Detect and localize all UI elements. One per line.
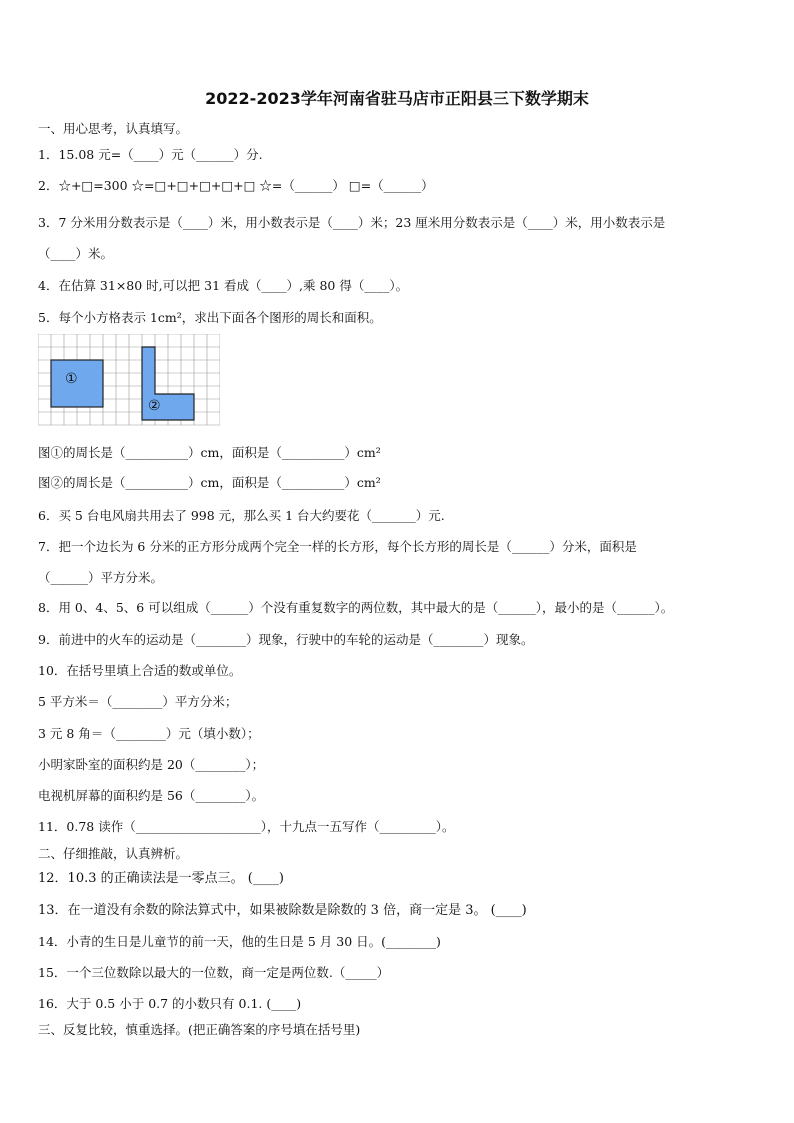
- question-10-item-3: 小明家卧室的面积约是 20（________）；: [38, 757, 265, 772]
- question-13: 13．在一道没有余数的除法算式中，如果被除数是除数的 3 倍，商一定是 3。 (____): [38, 903, 527, 918]
- question-11: 11．0.78 读作（____________________），十九点一五写作（_________）。: [38, 819, 455, 834]
- section-heading-3: 三、反复比较，慎重选择。(把正确答案的序号填在括号里): [38, 1022, 361, 1037]
- question-3-cont: （____）米。: [38, 246, 114, 261]
- question-5-answer-2: 图②的周长是（__________）cm，面积是（__________）cm²: [38, 475, 381, 490]
- question-6: 6．买 5 台电风扇共用去了 998 元，那么买 1 台大约要花（_______）元.: [38, 508, 445, 523]
- question-4: 4．在估算 31×80 时,可以把 31 看成（____）,乘 80 得（____）。: [38, 278, 409, 293]
- question-14: 14．小青的生日是儿童节的前一天，他的生日是 5 月 30 日。(________): [38, 934, 441, 949]
- grid-figure: [38, 334, 220, 434]
- question-3: 3．7 分米用分数表示是（____）米，用小数表示是（____）米；23 厘米用分数表示是（____）米，用小数表示是: [38, 215, 666, 230]
- question-10-item-2: 3 元 8 角＝（________）元（填小数）；: [38, 726, 260, 741]
- question-16: 16．大于 0.5 小于 0.7 的小数只有 0.1. (____): [38, 996, 302, 1011]
- page-title: 2022-2023学年河南省驻马店市正阳县三下数学期末: [205, 89, 589, 108]
- question-8: 8．用 0、4、5、6 可以组成（______）个没有重复数字的两位数，其中最大的是（______），最小的是（______）。: [38, 600, 674, 615]
- question-12: 12．10.3 的正确读法是一零点三。 (____): [38, 871, 284, 886]
- question-5: 5．每个小方格表示 1cm²，求出下面各个图形的周长和面积。: [38, 310, 382, 325]
- question-7-cont: （______）平方分米。: [38, 570, 164, 585]
- question-10-item-4: 电视机屏幕的面积约是 56（________）。: [38, 788, 265, 803]
- question-9: 9．前进中的火车的运动是（________）现象，行驶中的车轮的运动是（________）现象。: [38, 632, 534, 647]
- question-2: 2．☆+□=300 ☆=□+□+□+□+□ ☆=（______） □=（______）: [38, 178, 434, 193]
- question-10: 10．在括号里填上合适的数或单位。: [38, 663, 242, 678]
- question-7: 7．把一个边长为 6 分米的正方形分成两个完全一样的长方形，每个长方形的周长是（______）分米，面积是: [38, 539, 637, 554]
- question-1: 1．15.08 元=（____）元（______）分.: [38, 147, 263, 162]
- question-5-answer-1: 图①的周长是（__________）cm，面积是（__________）cm²: [38, 445, 381, 460]
- question-15: 15．一个三位数除以最大的一位数，商一定是两位数.（_____）: [38, 965, 390, 980]
- shape-2-label: ②: [148, 398, 161, 414]
- section-heading-1: 一、用心思考，认真填写。: [38, 121, 189, 136]
- question-10-item-1: 5 平方米＝（________）平方分米；: [38, 694, 238, 709]
- section-heading-2: 二、仔细推敲，认真辨析。: [38, 846, 189, 861]
- shape-1-label: ①: [65, 371, 78, 387]
